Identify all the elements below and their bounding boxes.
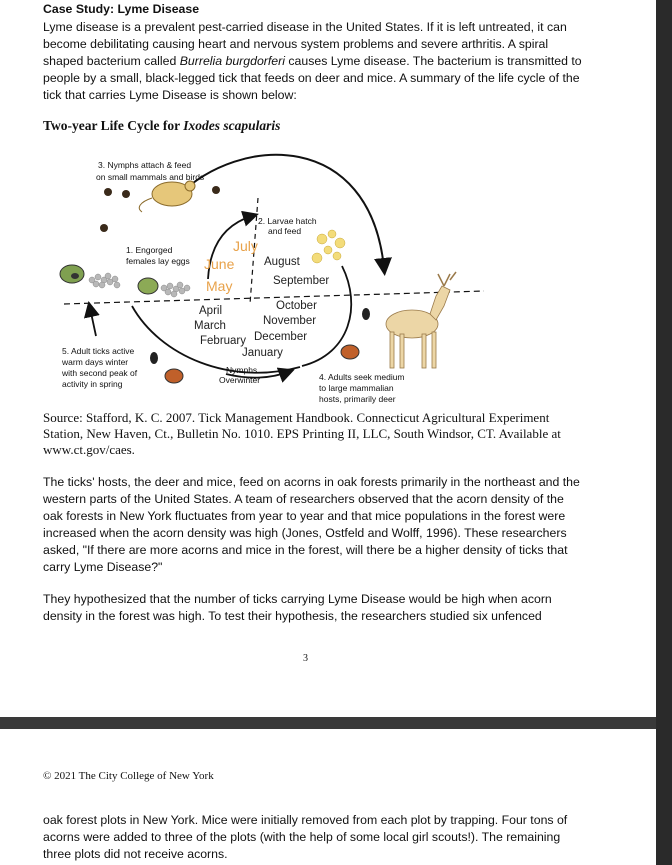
month-february: February <box>200 335 247 347</box>
figure-title-prefix: Two-year Life Cycle for <box>43 118 184 133</box>
nymph-label-2: Overwinter <box>219 375 261 385</box>
intro-text-1: Lyme disease is a prevalent pest-carried disease in the United States. If it is left untreated, it can become debilitating causing heart and nervous system problems and severe arthritis. A spiral shaped bacterium called <box>43 20 567 68</box>
stage-4-label-3: hosts, primarily deer <box>319 394 396 404</box>
month-september: September <box>273 275 330 287</box>
figure-source-citation: Source: Stafford, K. C. 2007. Tick Management Handbook. Connecticut Agricultural Experiment Station, New Haven, Ct., Bulletin No. 1010. EPS Printing II, LLC, South Windsor, CT. Available at www.ct.gov/caes. <box>43 410 561 457</box>
month-may: May <box>206 278 233 294</box>
stage-5-label-3: with second peak of <box>62 368 138 378</box>
month-april: April <box>199 305 223 317</box>
figure-title <box>43 118 280 134</box>
document-page-2 <box>0 729 656 865</box>
stage-2-label-1: 2. Larvae hatch <box>258 216 317 226</box>
stage-5-label-1: 5. Adult ticks active <box>62 346 135 356</box>
stage-5-label-2: warm days winter <box>62 357 129 367</box>
stage-5-label-4: activity in spring <box>62 379 123 389</box>
figure-title-species: Ixodes scapularis <box>183 118 281 133</box>
month-june: June <box>204 256 235 272</box>
bacterium-name: Burrelia burgdorferi <box>179 54 285 68</box>
stage-1-label-1: 1. Engorged <box>126 245 173 255</box>
engorged-female-icon-2 <box>138 278 158 294</box>
copyright-footer: © 2021 The City College of New York <box>43 770 214 782</box>
month-july: July <box>233 238 258 254</box>
viewer-scroll-gutter <box>656 0 672 865</box>
month-october: October <box>276 300 317 312</box>
intro-text-2: causes Lyme disease. The bacterium is transmitted to people by a small, black-legged tick that feeds on deer and mice. A summary of the life cycle of the tick that carries Lyme Disease is shown below: <box>43 54 582 102</box>
stage-3-label-1: 3. Nymphs attach & feed <box>98 160 192 170</box>
month-december: December <box>254 331 308 343</box>
body-paragraph-4: oak forest plots in New York. Mice were initially removed from each plot by trapping. Four tons of acorns were added to three of the plots (with the help of some local girl scouts!). The remaining three plots did not receive acorns. <box>43 813 568 861</box>
stage-3-label-2: on small mammals and birds <box>96 172 205 182</box>
case-study-heading: Case Study: Lyme Disease <box>43 2 200 16</box>
body-paragraph-3: They hypothesized that the number of ticks carrying Lyme Disease would be high when acorn density in the forest was high. To test their hypothesis, the researchers studied six unfenced <box>43 592 552 623</box>
body-paragraph-2: The ticks' hosts, the deer and mice, feed on acorns in oak forests primarily in the northeast and the western parts of the United States. A team of researchers observed that the acorn density of the oak forests in New York fluctuates from year to year and that mice populations in the forest were increased when the acorn density was high (Jones, Ostfeld and Wolff, 1996). These researchers asked, "If there are more acorns and mice in the forest, will there be a higher density of ticks that carry Lyme Disease?" <box>43 475 580 574</box>
stage-4-label-1: 4. Adults seek medium <box>319 372 405 382</box>
tick-life-cycle-diagram <box>40 136 500 408</box>
intro-paragraph <box>43 19 583 104</box>
month-january: January <box>242 347 283 359</box>
page-number: 3 <box>303 653 308 664</box>
engorged-female-icon <box>60 265 84 283</box>
month-august: August <box>264 256 300 268</box>
stage-2-label-2: and feed <box>268 226 302 236</box>
stage-4-label-2: to large mammalian <box>319 383 394 393</box>
nymph-label-1: Nymphs <box>226 365 258 375</box>
month-march: March <box>194 320 226 332</box>
month-november: November <box>263 315 317 327</box>
stage-1-label-2: females lay eggs <box>126 256 190 266</box>
